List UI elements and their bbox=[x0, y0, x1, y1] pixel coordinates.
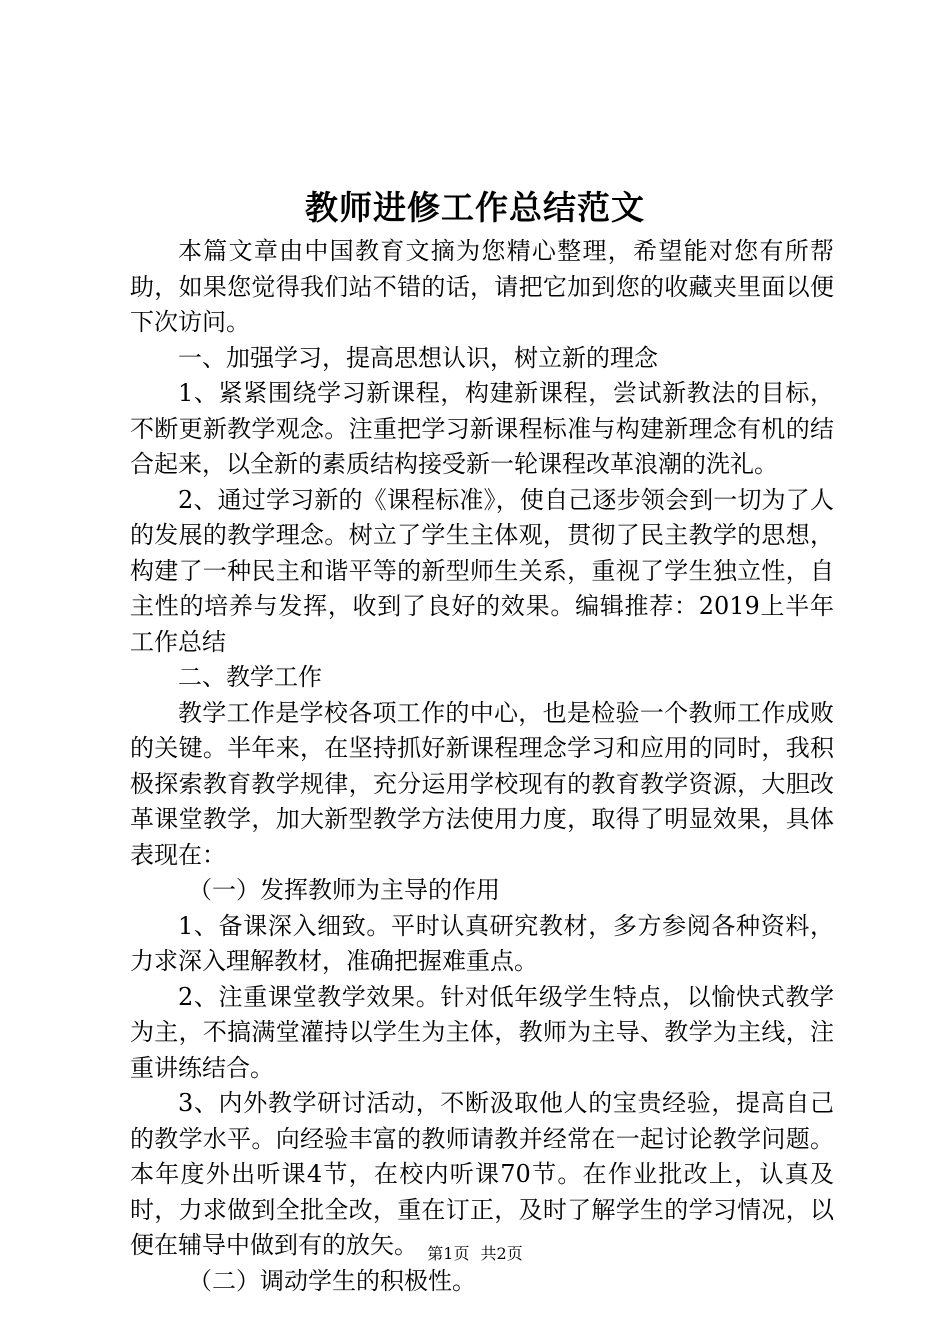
page-footer: 第1页 共2页 bbox=[427, 1244, 523, 1263]
paragraph-item: 1、紧紧围绕学习新课程，构建新课程，尝试新教法的目标，不断更新教学观念。注重把学习新课程标准与构建新理念有机的结合起来，以全新的素质结构接受新一轮课程改革浪潮的洗礼。 bbox=[130, 379, 834, 478]
document-body bbox=[130, 234, 834, 1299]
paragraph-intro: 本篇文章由中国教育文摘为您精心整理，希望能对您有所帮助，如果您觉得我们站不错的话，请把它加到您的收藏夹里面以便下次访问。 bbox=[130, 237, 834, 336]
paragraph-item: 1、备课深入细致。平时认真研究教材，多方参阅各种资料，力求深入理解教材，准确把握难重点。 bbox=[130, 911, 834, 975]
paragraph-item: 3、内外教学研讨活动，不断汲取他人的宝贵经验，提高自己的教学水平。向经验丰富的教师请教并经常在一起讨论教学问题。本年度外出听课4节，在校内听课70节。在作业批改上，认真及时，力求做到全批全改，重在订正，及时了解学生的学习情况，以便在辅导中做到有的放矢。 bbox=[130, 1089, 834, 1259]
subsection-heading-2: （二）调动学生的积极性。 bbox=[188, 1266, 476, 1295]
document-title: 教师进修工作总结范文 bbox=[305, 188, 645, 227]
paragraph-item: 2、通过学习新的《课程标准》，使自己逐步领会到一切为了人的发展的教学理念。树立了学生主体观，贯彻了民主教学的思想，构建了一种民主和谐平等的新型师生关系，重视了学生独立性，自主性的培养与发挥，收到了良好的效果。编辑推荐：2019上半年工作总结 bbox=[130, 485, 834, 656]
paragraph-text: 教学工作是学校各项工作的中心，也是检验一个教师工作成败的关键。半年来，在坚持抓好新课程理念学习和应用的同时，我积极探索教育教学规律，充分运用学校现有的教育教学资源，大胆改革课堂教学，加大新型教学方法使用力度，取得了明显效果，具体表现在： bbox=[130, 698, 834, 869]
section-heading-2: 二、教学工作 bbox=[178, 663, 322, 691]
section-heading-1: 一、加强学习，提高思想认识，树立新的理念 bbox=[178, 343, 658, 372]
paragraph-item: 2、注重课堂教学效果。针对低年级学生特点，以愉快式教学为主，不搞满堂灌持以学生为主体，教师为主导、教学为主线，注重讲练结合。 bbox=[130, 982, 834, 1082]
subsection-heading-1: （一）发挥教师为主导的作用 bbox=[188, 876, 500, 904]
